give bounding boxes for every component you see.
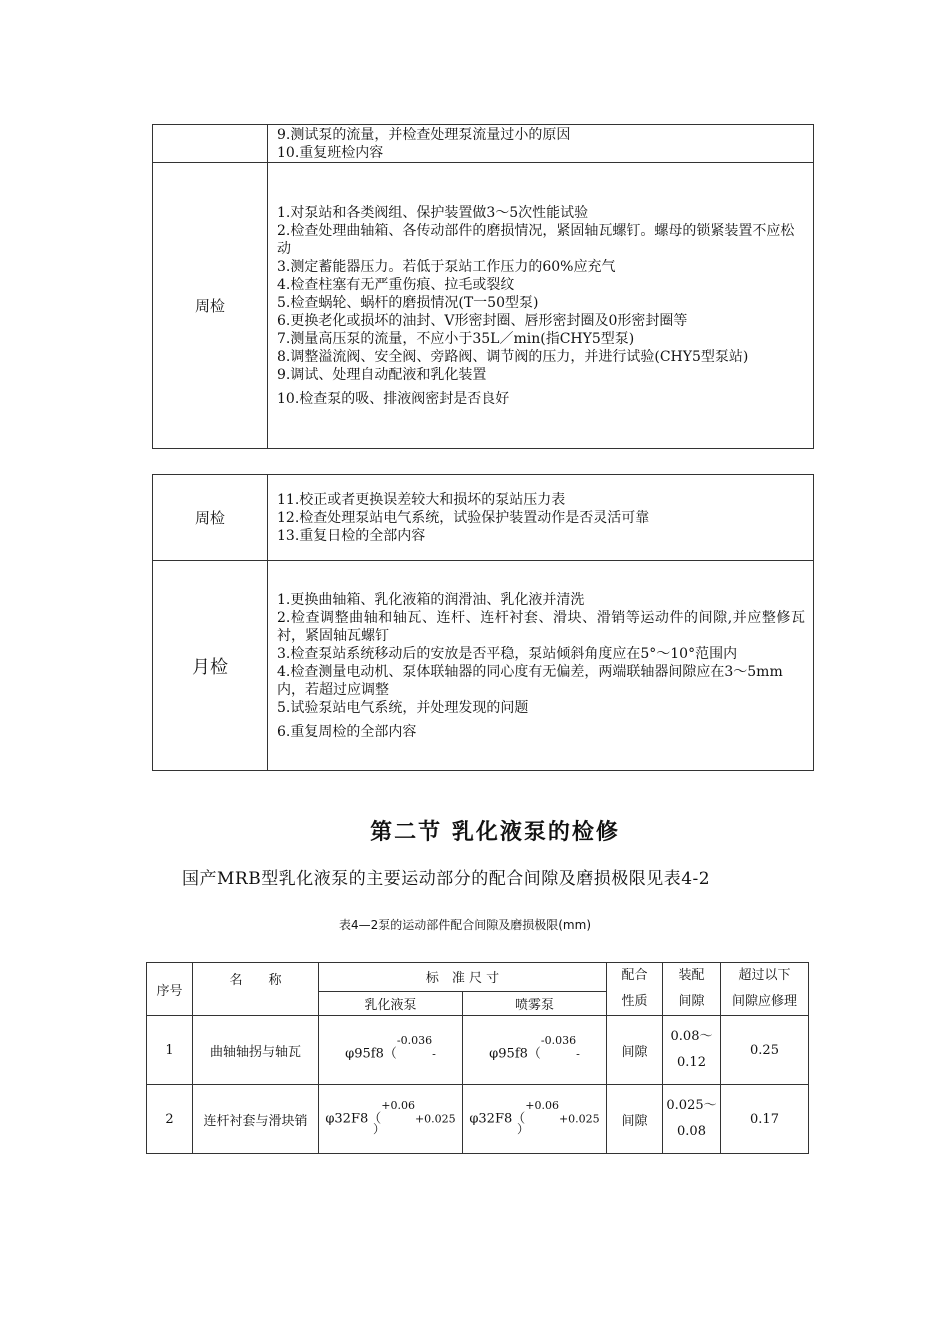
tolerance-lower: +0.025 (414, 1112, 456, 1126)
list-item: 12.检查处理泵站电气系统，试验保护装置动作是否灵活可靠 (277, 509, 650, 526)
header-gap-a: 装配 (678, 968, 705, 983)
cell-gap (663, 1016, 721, 1085)
category-cell: 周检 (153, 163, 268, 449)
gap-b: 0.08 (677, 1124, 706, 1139)
tolerance-base: φ95f8（ (489, 1046, 541, 1062)
table-header-row (147, 963, 809, 992)
table-caption: 表4—2泵的运动部件配合间隙及磨损极限(mm) (338, 918, 591, 932)
list-item: 2.检查调整曲轴和轴瓦、连杆、连杆衬套、滑块、滑销等运动件的间隙,并应整修瓦衬，紧固轴瓦螺钉 (277, 609, 805, 644)
list-item: 5.试验泵站电气系统，并处理发现的问题 (277, 699, 529, 716)
header-limit-b: 间隙应修理 (732, 994, 798, 1009)
list-item: 3.检查泵站系统移动后的安放是否平稳，泵站倾斜角度应在5°～10°范围内 (277, 645, 738, 662)
cell-name: 曲轴轴拐与轴瓦 (193, 1016, 319, 1085)
tolerance-upper: +0.06 (381, 1099, 415, 1113)
list-item: 3.测定蓄能器压力。若低于泵站工作压力的60%应充气 (277, 258, 616, 275)
maintenance-table-1 (152, 124, 814, 449)
tolerance-upper: -0.036 (540, 1034, 577, 1048)
tolerance-lower: - (432, 1047, 436, 1061)
cell-pump1-size (319, 1085, 463, 1154)
tolerance-base: φ32F8（ (325, 1111, 382, 1127)
list-item: 11.校正或者更换误差较大和损坏的泵站压力表 (277, 491, 566, 508)
tolerance-close: ） (373, 1121, 386, 1136)
header-name: 名 称 (193, 963, 319, 1016)
cell-gap (663, 1085, 721, 1154)
list-item: 1.对泵站和各类阀组、保护装置做3～5次性能试验 (277, 204, 589, 221)
tolerance-base: φ95f8（ (345, 1046, 397, 1062)
cell-limit: 0.17 (721, 1085, 809, 1154)
list-item: 5.检查蜗轮、蜗杆的磨损情况(T一50型泵) (277, 294, 539, 311)
category-cell: 周检 (153, 475, 268, 561)
list-item: 7.测量高压泵的流量，不应小于35L／min(指CHY5型泵) (277, 330, 635, 347)
cell-pump1-size (319, 1016, 463, 1085)
tolerance-base: φ32F8（ (469, 1111, 526, 1127)
content-cell (268, 561, 814, 771)
gap-b: 0.12 (677, 1055, 706, 1070)
cell-seq: 2 (147, 1085, 193, 1154)
table-row (147, 1085, 809, 1154)
list-item: 9.调试、处理自动配液和乳化装置 (277, 366, 487, 383)
list-item: 4.检查柱塞有无严重伤痕、拉毛或裂纹 (277, 276, 515, 293)
intro-paragraph: 国产MRB型乳化液泵的主要运动部分的配合间隙及磨损极限见表4-2 (182, 869, 711, 889)
list-item: 6.重复周检的全部内容 (277, 723, 417, 740)
header-seq: 序号 (147, 963, 193, 1016)
header-pump1: 乳化液泵 (319, 991, 463, 1015)
tolerance-upper: +0.06 (525, 1099, 559, 1113)
cell-seq: 1 (147, 1016, 193, 1085)
tolerance-lower: - (576, 1047, 580, 1061)
section-title: 第二节 乳化液泵的检修 (370, 819, 620, 845)
header-pump2: 喷雾泵 (463, 991, 607, 1015)
header-gap-b: 间隙 (678, 994, 705, 1009)
cell-fit: 间隙 (607, 1085, 663, 1154)
header-limit (721, 963, 809, 1016)
list-item: 10.检查泵的吸、排液阀密封是否良好 (277, 390, 510, 407)
fit-clearance-table (146, 962, 809, 1154)
cell-pump2-size (463, 1085, 607, 1154)
header-gap (663, 963, 721, 1016)
header-standard-size: 标 准 尺 寸 (319, 963, 607, 992)
maintenance-table-2 (152, 474, 814, 771)
list-item: 8.调整溢流阀、安全阀、旁路阀、调节阀的压力，并进行试验(CHY5型泵站) (277, 348, 749, 365)
table-row (153, 561, 814, 771)
category-cell: 月检 (153, 561, 268, 771)
list-item: 4.检查测量电动机、泵体联轴器的同心度有无偏差，两端联轴器间隙应在3～5mm内，若超过应调整 (277, 663, 783, 698)
table-row (153, 163, 814, 449)
list-item: 6.更换老化或损坏的油封、V形密封圈、唇形密封圈及0形密封圈等 (277, 312, 688, 329)
gap-a: 0.025～ (666, 1098, 717, 1113)
cell-limit: 0.25 (721, 1016, 809, 1085)
table-row (147, 1016, 809, 1085)
list-item: 13.重复日检的全部内容 (277, 527, 426, 544)
cell-fit: 间隙 (607, 1016, 663, 1085)
tolerance-close: ） (517, 1121, 530, 1136)
content-cell (268, 125, 814, 163)
cell-pump2-size (463, 1016, 607, 1085)
header-limit-a: 超过以下 (738, 968, 791, 983)
header-fit-a: 配合 (621, 968, 648, 983)
table-row (153, 475, 814, 561)
cell-name: 连杆衬套与滑块销 (193, 1085, 319, 1154)
tolerance-upper: -0.036 (396, 1034, 433, 1048)
content-cell (268, 163, 814, 449)
tolerance-lower: +0.025 (558, 1112, 600, 1126)
header-fit-b: 性质 (621, 994, 648, 1009)
list-item: 9.测试泵的流量，并检查处理泵流量过小的原因 (277, 126, 571, 143)
category-cell (153, 125, 268, 163)
gap-a: 0.08～ (670, 1029, 713, 1044)
content-cell (268, 475, 814, 561)
list-item: 1.更换曲轴箱、乳化液箱的润滑油、乳化液并清洗 (277, 591, 585, 608)
list-item: 2.检查处理曲轴箱、各传动部件的磨损情况，紧固轴瓦螺钉。螺母的锁紧装置不应松动 (277, 222, 795, 257)
table-row (153, 125, 814, 163)
list-item: 10.重复班检内容 (277, 144, 384, 161)
header-fit (607, 963, 663, 1016)
